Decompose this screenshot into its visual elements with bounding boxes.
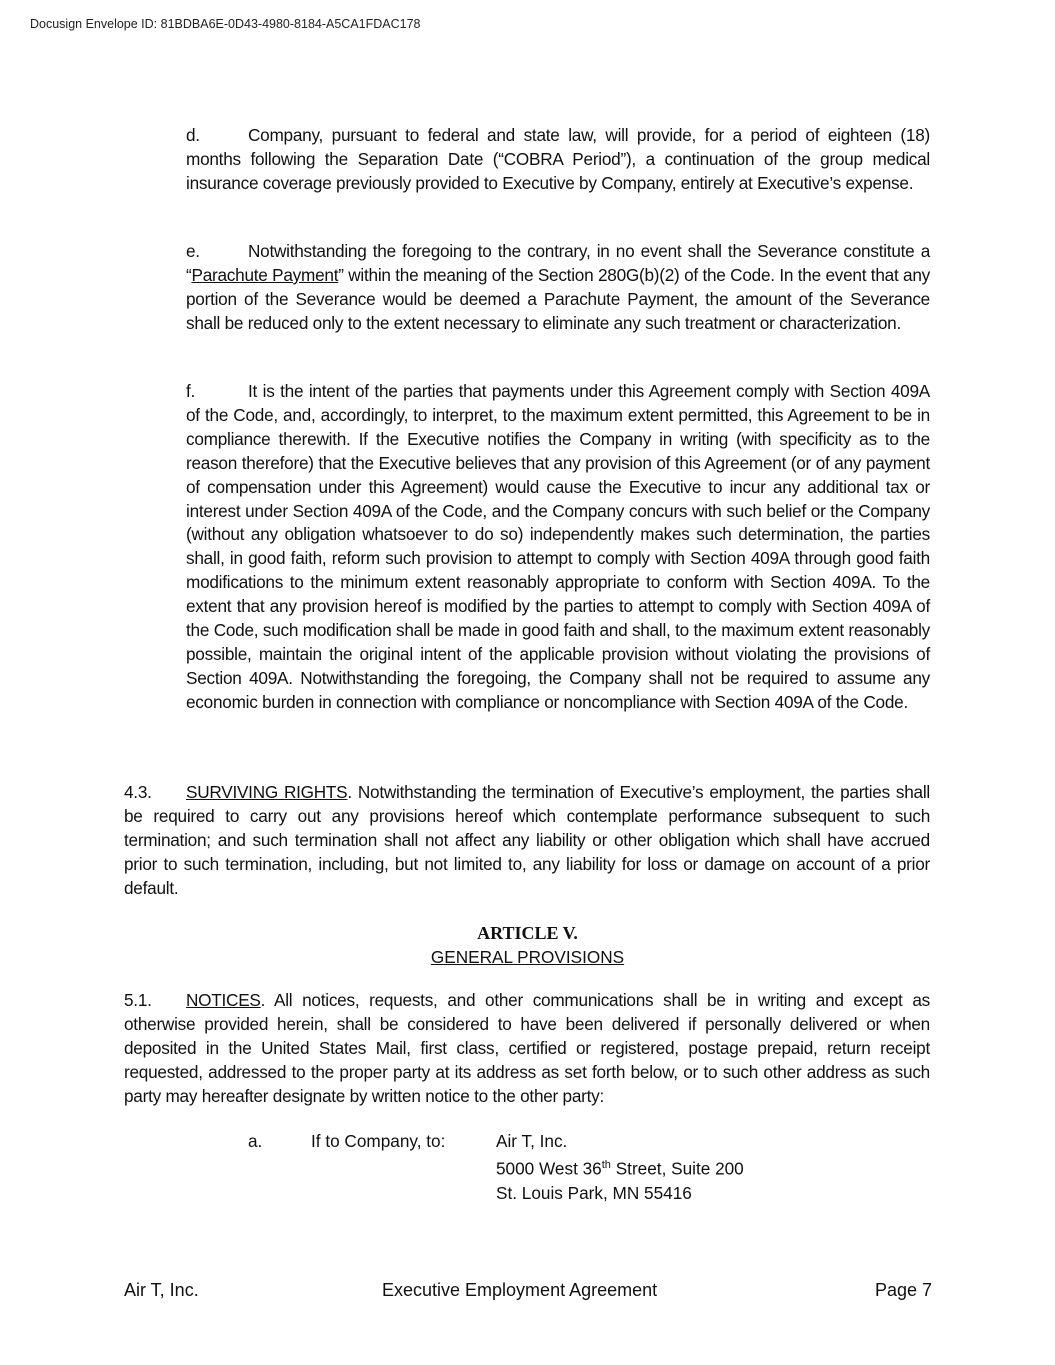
defined-term: Parachute Payment [191,264,339,285]
address-recipient: If to Company, to: [311,1131,446,1151]
section-5-1: 5.1. NOTICES. All notices, requests, and other communications shall be in writing and except as otherwise provided herein, shall be considered to have been delivered if personally delivered or when deposited in the United States Mail, first class, certified or registered, postage prepaid, return receipt requested, addressed to the proper party at its address as set forth below, or to such other address as such party may hereafter designate by written notice to the other party: [124,990,930,1106]
address-label: a. [248,1131,263,1151]
footer-title: Executive Employment Agreement [382,1280,658,1300]
section-4-3: 4.3. SURVIVING RIGHTS. Notwithstanding the termination of Executive’s employment, the parties shall be required to carry out any provisions hereof which contemplate performance subsequent to such termination; and such termination shall not affect any liability or other obligation which shall have accrued prior to such termination, including, but not limited to, any liability for loss or damage on account of a prior default. [124,782,930,898]
section-heading: SURVIVING RIGHTS [186,782,348,802]
footer-company: Air T, Inc. [124,1280,199,1300]
paragraph-f: f. It is the intent of the parties that payments under this Agreement comply with Section 409A of the Code, and, accordingly, to interpret, to the maximum extent permitted, this Agreement to be in compliance therewith. If the Executive notifies the Company in writing (with specificity as to the reason therefore) that the Executive believes that any provision of this Agreement (or of any payment of compensation under this Agreement) would cause the Executive to incur any additional tax or interest under Section 409A of the Code, and the Company concurs with such belief or the Company (without any obligation whatsoever to do so) independently makes such determination, the parties shall, in good faith, reform such provision to attempt to comply with Section 409A through good faith modifications to the minimum extent reasonably appropriate to conform with Section 409A. To the extent that any provision hereof is modified by the parties to attempt to comply with Section 409A of the Code, such modification shall be made in good faith and shall, to the maximum extent reasonably possible, maintain the original intent of the applicable provision without violating the provisions of Section 409A. Notwithstanding the foregoing, the Company shall not be required to assume any economic burden in connection with compliance or noncompliance with Section 409A of the Code. [186,381,930,712]
article-heading [0,921,1055,969]
paragraph-d: d. Company, pursuant to federal and state law, will provide, for a period of eighteen (18) months following the Separation Date (“COBRA Period”), a continuation of the group medical insurance coverage previously provided to Executive by Company, entirely at Executive’s expense. [186,125,930,193]
address-block: Air T, Inc. 5000 West 36th Street, Suite 200 St. Louis Park, MN 55416 [496,1131,744,1203]
paragraph-e: e. Notwithstanding the foregoing to the contrary, in no event shall the Severance constitute a “Parachute Payment” within the meaning of the Section 280G(b)(2) of the Code. In the event that any portion of the Severance would be deemed a Parachute Payment, the amount of the Severance shall be reduced only to the extent necessary to eliminate any such treatment or characterization. [186,241,931,333]
footer-page-number: Page 7 [875,1280,933,1300]
envelope-id: Docusign Envelope ID: 81BDBA6E-0D43-4980-8184-A5CA1FDAC178 [30,17,421,31]
article-title: GENERAL PROVISIONS [430,947,625,967]
article-number: ARTICLE V. [477,923,578,943]
section-heading: NOTICES [186,990,261,1010]
